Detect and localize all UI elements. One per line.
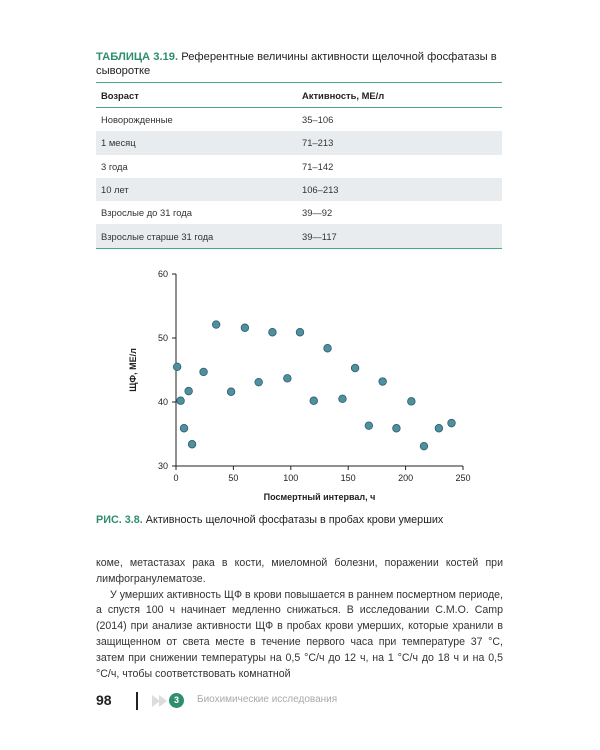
table-cell-age: 3 года bbox=[101, 160, 128, 172]
chapter-badge: 3 bbox=[169, 693, 184, 708]
page-footer bbox=[96, 690, 516, 714]
table-cell-age: Взрослые до 31 года bbox=[101, 207, 192, 219]
data-point bbox=[448, 419, 456, 427]
column-header-activity: Активность, МЕ/л bbox=[297, 83, 502, 108]
column-header-age: Возраст bbox=[96, 83, 297, 108]
data-point bbox=[241, 324, 249, 332]
table-cell-activity: 39—117 bbox=[297, 224, 502, 248]
x-tick-label: 100 bbox=[283, 473, 299, 483]
data-point bbox=[269, 328, 277, 336]
footer-separator bbox=[136, 692, 138, 710]
table-cell-age: Взрослые старше 31 года bbox=[96, 224, 297, 248]
x-tick-label: 50 bbox=[228, 473, 239, 483]
data-point bbox=[393, 424, 401, 432]
chart-axes bbox=[176, 274, 463, 466]
figure-caption-text: Активность щелочной фосфатазы в пробах крови умерших bbox=[145, 514, 444, 526]
y-tick-label: 40 bbox=[157, 397, 168, 407]
x-tick-label: 200 bbox=[398, 473, 414, 483]
table-cell-activity: 39—92 bbox=[302, 207, 333, 219]
data-point bbox=[296, 328, 304, 336]
x-tick-label: 150 bbox=[340, 473, 356, 483]
y-axis-label: ЩФ, МЕ/л bbox=[128, 348, 138, 392]
table-cell-age: 1 месяц bbox=[96, 131, 297, 154]
data-point bbox=[324, 344, 332, 352]
data-point bbox=[255, 378, 263, 386]
section-title: Биохимические исследования bbox=[197, 694, 338, 705]
data-point bbox=[379, 378, 387, 386]
x-tick-label: 250 bbox=[455, 473, 471, 483]
table-cell-activity: 35–106 bbox=[302, 114, 334, 126]
chart-ticks bbox=[158, 269, 471, 483]
table-cell-age: Новорожденные bbox=[101, 114, 173, 126]
table-cell-activity: 106–213 bbox=[297, 178, 502, 201]
table-title: Референтные величины активности щелочной фосфатазы в сыворотке bbox=[96, 51, 497, 77]
table-cell-age: 10 лет bbox=[96, 178, 297, 201]
data-point bbox=[177, 397, 185, 405]
y-tick-label: 50 bbox=[157, 333, 168, 343]
data-point bbox=[185, 387, 193, 395]
x-tick-label: 0 bbox=[173, 473, 179, 483]
paragraph: коме, метастазах рака в кости, миеломной болезни, поражении костей при лимфогранулематозе. bbox=[96, 557, 503, 585]
data-point bbox=[435, 424, 443, 432]
table-header-row bbox=[96, 83, 502, 108]
chart-points bbox=[173, 321, 455, 450]
data-point bbox=[408, 398, 416, 406]
data-point bbox=[173, 363, 181, 371]
data-point bbox=[420, 442, 428, 450]
data-point bbox=[188, 440, 196, 448]
reference-table bbox=[96, 82, 502, 249]
table-cell-activity: 71–142 bbox=[302, 160, 334, 172]
data-point bbox=[310, 397, 318, 405]
table-row bbox=[96, 224, 502, 248]
page-number: 98 bbox=[96, 692, 112, 708]
data-point bbox=[339, 395, 347, 403]
scatter-chart bbox=[120, 262, 480, 507]
figure-label: РИС. 3.8. bbox=[96, 514, 143, 526]
data-point bbox=[365, 422, 373, 430]
data-point bbox=[284, 375, 292, 383]
table-caption bbox=[96, 50, 516, 78]
table-row bbox=[96, 108, 502, 132]
data-point bbox=[200, 368, 208, 376]
data-point bbox=[351, 364, 359, 372]
data-point bbox=[212, 321, 220, 329]
table-label: ТАБЛИЦА 3.19. bbox=[96, 51, 179, 63]
y-tick-label: 60 bbox=[157, 269, 168, 279]
data-point bbox=[227, 388, 235, 396]
paragraph: У умерших активность ЩФ в крови повышается в раннем посмертном периоде, а спустя 100 ч начинает медленно снижаться. В исследовании C.M.O. Camp (2014) при анализе активности ЩФ в пробах крови умерших, которые хранили в защищенном от света месте в течение первого часа при температуре 37 °C, затем при снижении температуры на 0,5 °C/ч до 12 ч, на 1 °C/ч до 18 ч и на 0,5 °C/ч, чтобы соответствовать комнатной bbox=[96, 588, 503, 680]
y-tick-label: 30 bbox=[157, 461, 168, 471]
data-point bbox=[180, 424, 188, 432]
table-row bbox=[96, 131, 502, 154]
table-cell-activity: 71–213 bbox=[297, 131, 502, 154]
x-axis-label: Посмертный интервал, ч bbox=[263, 492, 376, 502]
figure-caption bbox=[96, 514, 443, 526]
table-row bbox=[96, 201, 502, 224]
table-row bbox=[96, 178, 502, 201]
body-text bbox=[96, 556, 503, 682]
chevron-right-icon bbox=[159, 695, 167, 707]
table-row bbox=[96, 155, 502, 178]
